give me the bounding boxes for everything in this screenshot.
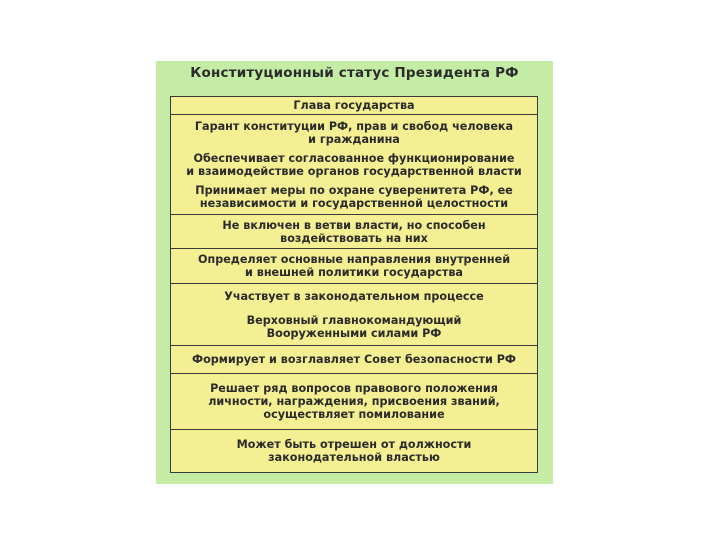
row-text: Принимает меры по охране суверенитета РФ, ее xyxy=(195,184,513,197)
row-text: независимости и государственной целостности xyxy=(199,197,509,210)
row-text: Обеспечивает согласованное функционирование xyxy=(193,152,515,165)
table-row xyxy=(171,248,537,283)
row-text: Глава государства xyxy=(293,99,415,112)
table-row xyxy=(171,309,537,345)
table-row xyxy=(171,283,537,309)
row-text: личности, награждения, присвоения званий, xyxy=(208,395,500,408)
table-row xyxy=(171,180,537,214)
row-text: Участвует в законодательном процессе xyxy=(224,290,484,303)
row-text: воздействовать на них xyxy=(280,231,428,245)
row-text: и взаимодействие органов государственной власти xyxy=(186,165,522,178)
row-text: и гражданина xyxy=(308,132,400,146)
diagram-title: Конституционный статус Президента РФ xyxy=(190,65,519,81)
diagram-panel xyxy=(156,61,553,484)
row-text: Вооруженными силами РФ xyxy=(266,327,442,340)
table-row xyxy=(171,429,537,471)
row-text: Определяет основные направления внутренней xyxy=(197,253,511,266)
row-text: Верховный главнокомандующий xyxy=(246,314,462,327)
row-text: Формирует и возглавляет Совет безопасности РФ xyxy=(191,353,517,366)
row-text: законодательной властью xyxy=(268,450,440,464)
row-text: и внешней политики государства xyxy=(245,266,463,279)
table-row xyxy=(171,373,537,429)
table-row xyxy=(171,345,537,373)
row-text: Решает ряд вопросов правового положения xyxy=(210,382,498,395)
table-row xyxy=(171,114,537,150)
row-text: осуществляет помилование xyxy=(263,408,445,421)
row-text: Может быть отрешен от должности xyxy=(236,437,472,451)
table-row xyxy=(171,214,537,248)
status-table xyxy=(170,96,538,473)
table-row xyxy=(171,150,537,180)
row-text: Не включен в ветви власти, но способен xyxy=(222,218,486,232)
row-text: Гарант конституции РФ, прав и свобод человека xyxy=(194,119,514,133)
table-row xyxy=(171,97,537,114)
